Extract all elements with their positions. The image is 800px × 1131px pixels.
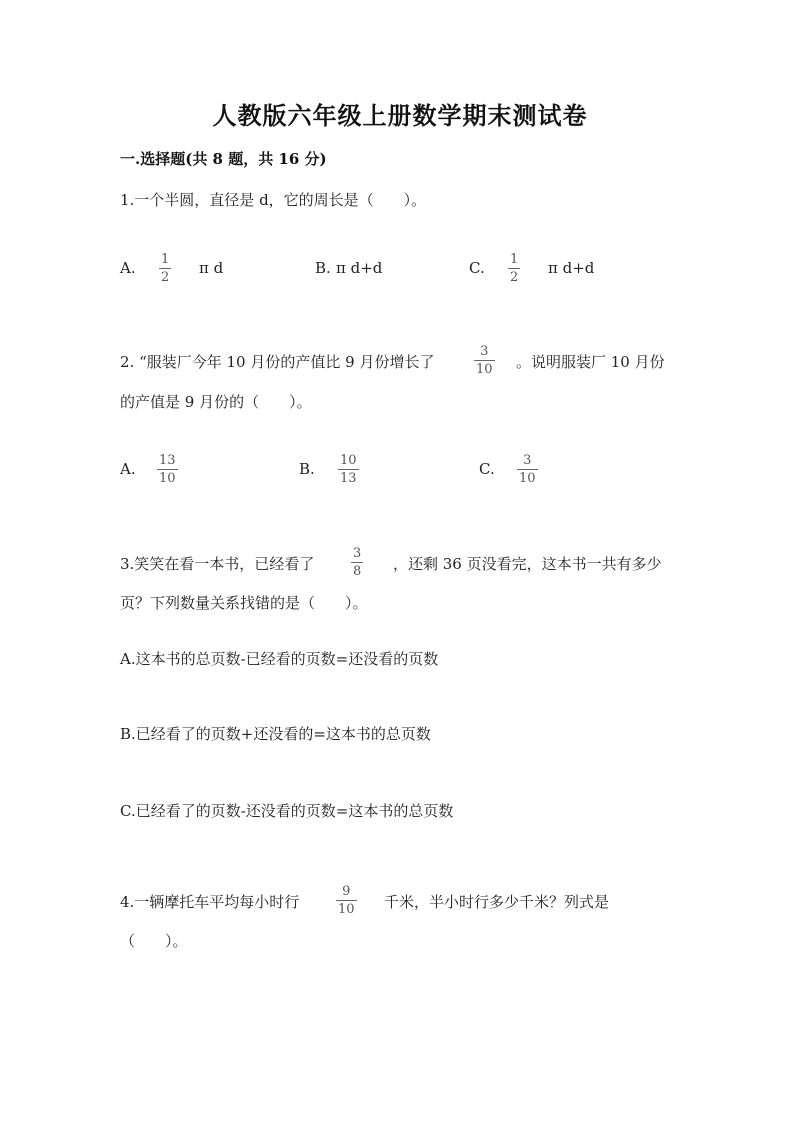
question-2-stem-start: 2. “服装厂今年 10 月份的产值比 9 月份增长了 [120,353,435,371]
q3-option-b: B.已经看了的页数+还没看的=这本书的总页数 [120,725,431,743]
q1-option-a-label: A. [120,259,136,277]
fraction-bar [338,469,359,470]
question-3-stem-start: 3.笑笑在看一本书，已经看了 [120,555,315,573]
fraction-numerator: 3 [353,546,362,561]
question-2-stem-line2: 的产值是 9 月份的（ ）。 [120,393,312,411]
fraction-denominator: 8 [353,564,362,579]
question-2-fraction [474,344,495,377]
question-4-fraction [336,884,357,917]
q1-option-c-tail: π d+d [548,259,595,277]
fraction-bar [336,900,357,901]
fraction-denominator: 10 [159,471,176,486]
q3-option-a: A.这本书的总页数-已经看的页数=还没看的页数 [120,650,439,668]
page-title: 人教版六年级上册数学期末测试卷 [212,101,588,130]
fraction-numerator: 3 [523,453,532,468]
fraction-numerator: 3 [480,344,489,359]
question-1-stem: 1.一个半圆，直径是 d，它的周长是（ ）。 [120,191,427,209]
fraction-denominator: 2 [161,270,170,285]
fraction-bar [474,360,495,361]
fraction-bar [517,469,538,470]
fraction-bar [351,562,363,563]
question-3-fraction [351,546,363,579]
q1-option-b-label: B. [315,259,331,277]
question-2-stem-end: 。说明服装厂 10 月份 [516,353,665,371]
fraction-bar [508,268,520,269]
fraction-numerator: 1 [161,252,170,267]
fraction-denominator: 13 [340,471,357,486]
fraction-bar [159,268,171,269]
fraction-denominator: 10 [476,362,493,377]
q1-option-b-text: π d+d [336,259,383,277]
q1-option-c-label: C. [469,259,485,277]
section-heading: 一.选择题(共 8 题，共 16 分) [120,150,327,168]
question-4-stem-line2: （ ）。 [120,932,188,950]
q2-option-c-label: C. [479,460,495,478]
fraction-numerator: 1 [510,252,519,267]
fraction-denominator: 2 [510,270,519,285]
q1-option-c-fraction [508,252,520,285]
q2-option-a-label: A. [120,460,136,478]
fraction-numerator: 13 [159,453,176,468]
fraction-denominator: 10 [519,471,536,486]
q2-option-b-label: B. [299,460,315,478]
q2-option-b-fraction [338,453,359,486]
q2-option-c-fraction [517,453,538,486]
fraction-numerator: 10 [340,453,357,468]
question-4-stem-end: 千米，半小时行多少千米？列式是 [384,893,610,911]
fraction-numerator: 9 [342,884,351,899]
q1-option-a-fraction [159,252,171,285]
q1-option-a-tail: π d [199,259,224,277]
q2-option-a-fraction [157,453,178,486]
question-3-stem-line2: 页？下列数量关系找错的是（ ）。 [120,594,368,612]
question-4-stem-start: 4.一辆摩托车平均每小时行 [120,893,300,911]
question-3-stem-end: ，还剩 36 页没看完，这本书一共有多少 [393,555,662,573]
fraction-bar [157,469,178,470]
fraction-denominator: 10 [338,902,355,917]
q3-option-c: C.已经看了的页数-还没看的页数=这本书的总页数 [120,802,454,820]
